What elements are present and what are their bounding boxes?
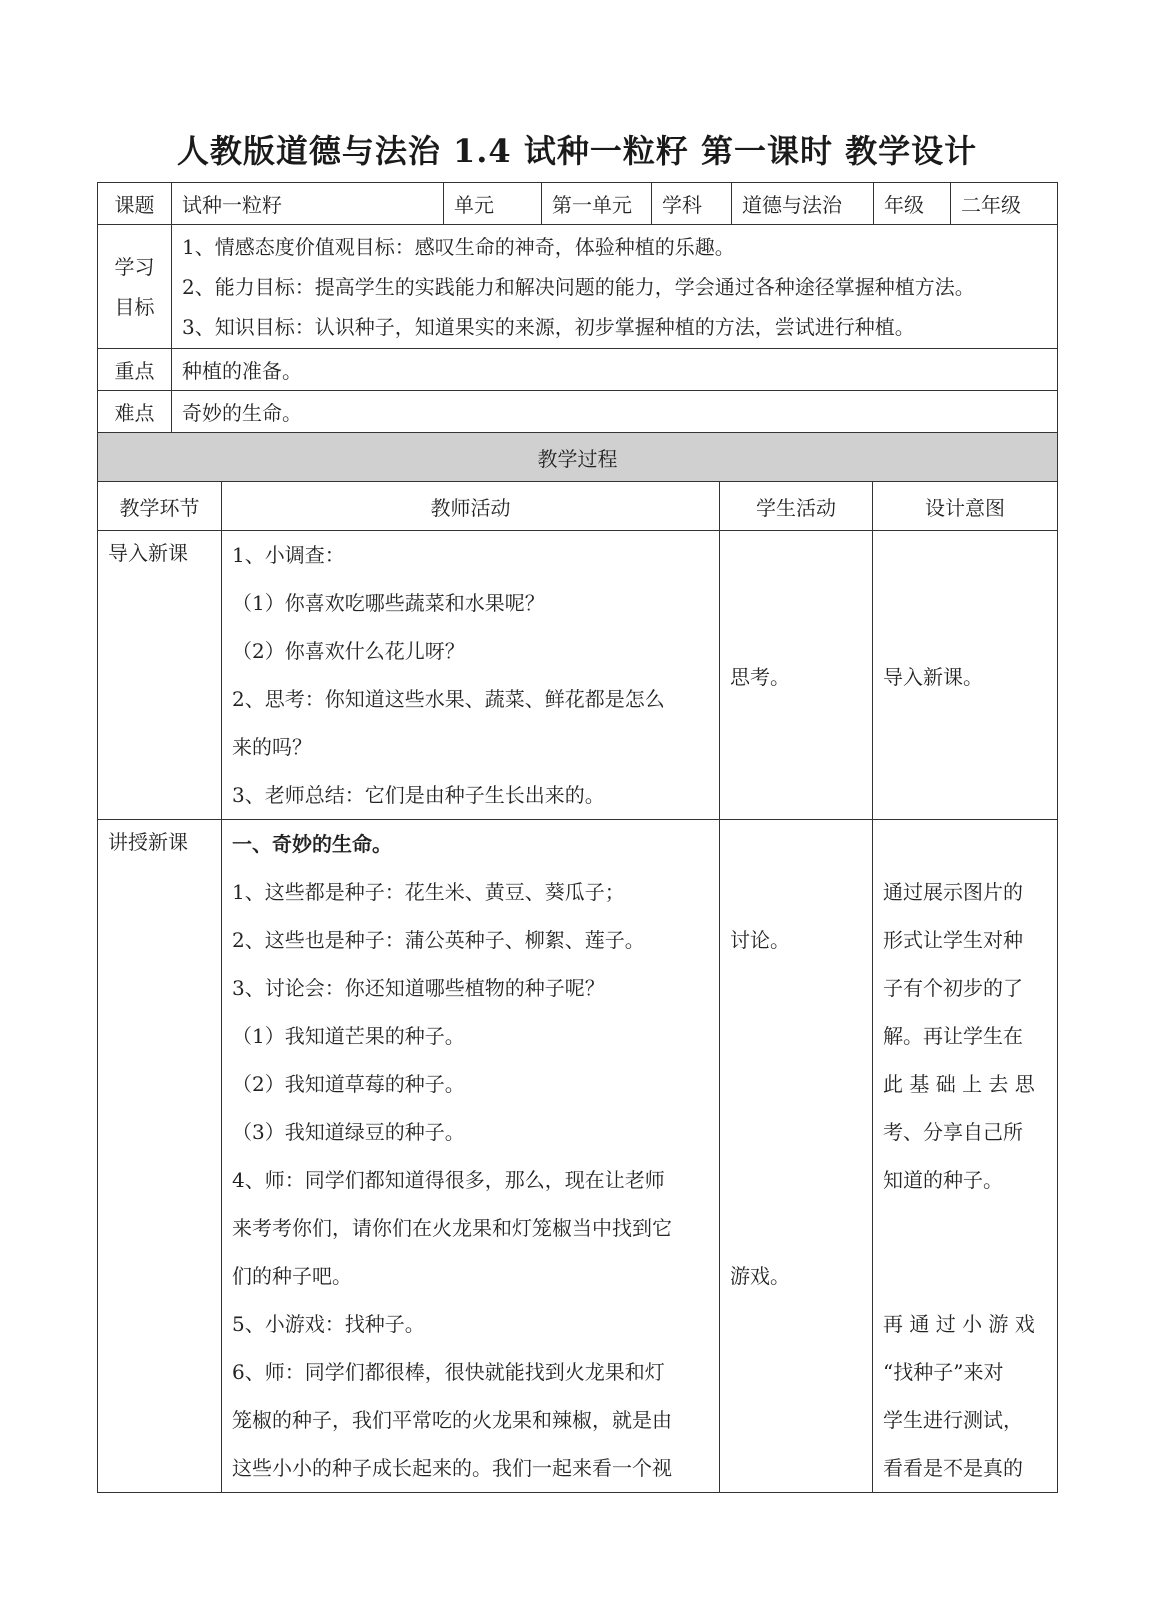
student-activity-cell bbox=[720, 820, 873, 1493]
key-point-value: 种植的准备。 bbox=[172, 349, 1058, 391]
teacher-line: 笼椒的种子，我们平常吃的火龙果和辣椒，就是由 bbox=[232, 1408, 672, 1432]
goal-item: 2、能力目标：提高学生的实践能力和解决问题的能力，学会通过各种途径掌握种植方法。 bbox=[182, 274, 975, 299]
teacher-line: 来的吗？ bbox=[232, 735, 312, 759]
goals-label-line-1: 学习 bbox=[114, 254, 155, 279]
intent-line: 学生进行测试， bbox=[883, 1408, 1023, 1432]
difficulty-label: 难点 bbox=[98, 391, 172, 433]
teaching-process-table bbox=[97, 432, 1058, 1493]
key-point-label: 重点 bbox=[98, 349, 172, 391]
intent-line: 通过展示图片的 bbox=[883, 880, 1023, 904]
intent-cell bbox=[873, 820, 1058, 1493]
teacher-line: （1）你喜欢吃哪些蔬菜和水果呢？ bbox=[232, 591, 545, 615]
teacher-line: 1、小调查： bbox=[232, 543, 345, 567]
teacher-line: 4、师：同学们都知道得很多，那么，现在让老师 bbox=[232, 1168, 665, 1192]
goal-item: 3、知识目标：认识种子，知道果实的来源，初步掌握种植的方法，尝试进行种植。 bbox=[182, 314, 915, 339]
difficulty-value: 奇妙的生命。 bbox=[172, 391, 1058, 433]
goals-label-line-2: 目标 bbox=[114, 294, 155, 319]
intent-cell: 导入新课。 bbox=[873, 531, 1058, 820]
intent-line: 看看是不是真的 bbox=[883, 1456, 1023, 1480]
intent-line: 考、分享自己所 bbox=[883, 1120, 1023, 1144]
teacher-line: 3、讨论会：你还知道哪些植物的种子呢？ bbox=[232, 976, 605, 1000]
intent-line: 子有个初步的了 bbox=[883, 976, 1023, 1000]
unit-label: 单元 bbox=[444, 183, 542, 225]
unit-value: 第一单元 bbox=[542, 183, 652, 225]
student-activity: 讨论。 bbox=[730, 928, 790, 952]
lesson-info-table bbox=[97, 182, 1058, 433]
goal-item: 1、情感态度价值观目标：感叹生命的神奇，体验种植的乐趣。 bbox=[182, 234, 735, 259]
column-header-teacher: 教师活动 bbox=[222, 482, 720, 531]
student-activity: 游戏。 bbox=[730, 1264, 790, 1288]
intent-line: 解。再让学生在 bbox=[883, 1024, 1023, 1048]
teacher-line: 3、老师总结：它们是由种子生长出来的。 bbox=[232, 783, 605, 807]
teacher-line: （3）我知道绿豆的种子。 bbox=[232, 1120, 465, 1144]
stage-cell: 导入新课 bbox=[98, 531, 222, 820]
column-header-intent: 设计意图 bbox=[873, 482, 1058, 531]
goals-content bbox=[172, 225, 1058, 349]
teacher-line: （2）我知道草莓的种子。 bbox=[232, 1072, 465, 1096]
subject-label: 学科 bbox=[652, 183, 732, 225]
grade-label: 年级 bbox=[874, 183, 951, 225]
teacher-line: 6、师：同学们都很棒，很快就能找到火龙果和灯 bbox=[232, 1360, 665, 1384]
subject-value: 道德与法治 bbox=[732, 183, 874, 225]
intent-line: 形式让学生对种 bbox=[883, 928, 1023, 952]
teacher-line: 2、思考：你知道这些水果、蔬菜、鲜花都是怎么 bbox=[232, 687, 665, 711]
teacher-line: （1）我知道芒果的种子。 bbox=[232, 1024, 465, 1048]
teacher-line: 1、这些都是种子：花生米、黄豆、葵瓜子； bbox=[232, 880, 625, 904]
page-title: 人教版道德与法治 1.4 试种一粒籽 第一课时 教学设计 bbox=[176, 132, 978, 170]
teacher-line: 这些小小的种子成长起来的。我们一起来看一个视 bbox=[232, 1456, 672, 1480]
teacher-line: 来考考你们，请你们在火龙果和灯笼椒当中找到它 bbox=[232, 1216, 672, 1240]
teacher-line: 5、小游戏：找种子。 bbox=[232, 1312, 425, 1336]
intent-line: 再 通 过 小 游 戏 bbox=[883, 1312, 1035, 1336]
teacher-activity-cell bbox=[222, 820, 720, 1493]
teacher-line: 们的种子吧。 bbox=[232, 1264, 352, 1288]
stage-cell: 讲授新课 bbox=[98, 820, 222, 1493]
column-header-stage: 教学环节 bbox=[98, 482, 222, 531]
goals-label bbox=[98, 225, 172, 349]
topic-value: 试种一粒籽 bbox=[172, 183, 444, 225]
topic-label: 课题 bbox=[98, 183, 172, 225]
table-row bbox=[98, 820, 1058, 1493]
teacher-heading: 一、奇妙的生命。 bbox=[232, 832, 392, 856]
teacher-activity-cell bbox=[222, 531, 720, 820]
grade-value: 二年级 bbox=[951, 183, 1058, 225]
intent-line: “找种子”来对 bbox=[883, 1360, 1004, 1384]
teacher-line: （2）你喜欢什么花儿呀？ bbox=[232, 639, 465, 663]
column-header-student: 学生活动 bbox=[720, 482, 873, 531]
intent-line: 此 基 础 上 去 思 bbox=[883, 1072, 1035, 1096]
table-row bbox=[98, 531, 1058, 820]
process-header: 教学过程 bbox=[98, 433, 1058, 482]
teacher-line: 2、这些也是种子：蒲公英种子、柳絮、莲子。 bbox=[232, 928, 645, 952]
student-activity-cell: 思考。 bbox=[720, 531, 873, 820]
intent-line: 知道的种子。 bbox=[883, 1168, 1003, 1192]
